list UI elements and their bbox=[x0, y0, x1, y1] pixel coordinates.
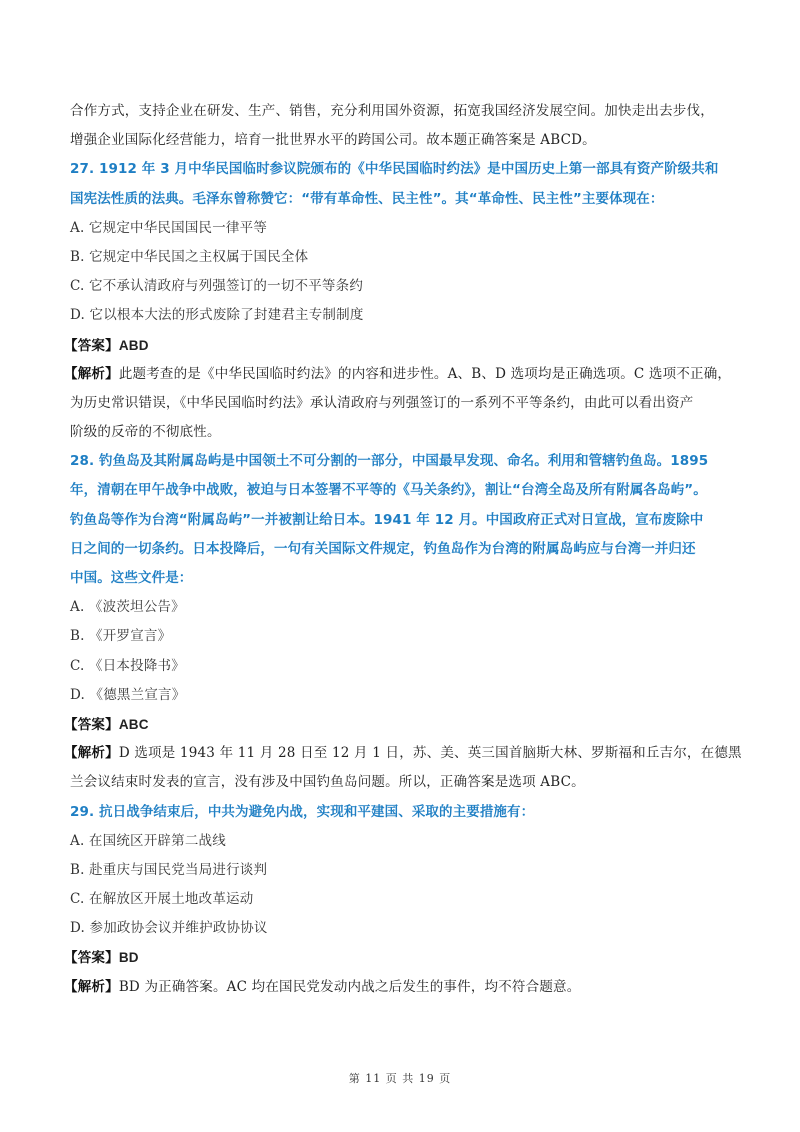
answer-label: 【答案】 bbox=[64, 337, 119, 354]
analysis-line bbox=[64, 739, 742, 768]
question-stem: 中国。这些文件是： bbox=[70, 570, 193, 586]
analysis-line bbox=[64, 360, 740, 389]
analysis-text: 为历史常识错误，《中华民国临时约法》承认清政府与列强签订的一系列不平等条约，由此可以看出资产 bbox=[70, 394, 694, 411]
option-d: D. 它以根本大法的形式废除了封建君主专制制度 bbox=[70, 307, 364, 324]
analysis-text: D 选项是 1943 年 11 月 28 日至 12 月 1 日，苏、美、英三国首脑斯大林、罗斯福和丘吉尔，在德黑 bbox=[118, 745, 742, 762]
question-stem: 29. 抗日战争结束后，中共为避免内战，实现和平建国、采取的主要措施有： bbox=[70, 803, 535, 820]
answer-label: 【答案】 bbox=[64, 716, 119, 733]
analysis-label: 【解析】 bbox=[64, 365, 119, 382]
question-stem: 日之间的一切条约。日本投降后，一句有关国际文件规定，钓鱼岛作为台湾的附属岛屿应与台湾一并归还 bbox=[70, 540, 696, 557]
option-a: A. 它规定中华民国国民一律平等 bbox=[70, 219, 268, 236]
analysis-label: 【解析】 bbox=[64, 745, 119, 762]
analysis-label: 【解析】 bbox=[64, 978, 119, 995]
question-28 bbox=[64, 447, 742, 797]
option-b: B. 它规定中华民国之主权属于国民全体 bbox=[70, 248, 309, 265]
question-stem: 27. 1912 年 3 月中华民国临时参议院颁布的《中华民国临时约法》是中国历史上第一部具有资产阶级共和 bbox=[70, 161, 719, 178]
option-d: D. 《德黑兰宣言》 bbox=[70, 686, 186, 703]
analysis-text: 兰会议结束时发表的宣言，没有涉及中国钓鱼岛问题。所以，正确答案是选项 ABC。 bbox=[70, 774, 585, 791]
question-stem: 年，清朝在甲午战争中战败，被迫与日本签署不平等的《马关条约》，割让“台湾全岛及所有附属各岛屿”。 bbox=[70, 482, 707, 499]
option-c: C. 在解放区开展土地改革运动 bbox=[70, 891, 254, 908]
question-stem: 28. 钓鱼岛及其附属岛屿是中国领土不可分割的一部分，中国最早发现、命名。利用和管辖钓鱼岛。1895 bbox=[70, 453, 709, 470]
text-line: 增强企业国际化经营能力，培育一批世界水平的跨国公司。故本题正确答案是 ABCD。 bbox=[70, 132, 596, 149]
option-b: B. 《开罗宣言》 bbox=[70, 628, 172, 645]
page-content bbox=[64, 97, 742, 1002]
answer-value: ABD bbox=[118, 337, 149, 353]
option-a: A. 《波茨坦公告》 bbox=[70, 599, 185, 616]
previous-analysis-continuation bbox=[70, 97, 740, 155]
analysis-text: BD 为正确答案。AC 均在国民党发动内战之后发生的事件，均不符合题意。 bbox=[118, 978, 581, 995]
question-29 bbox=[64, 798, 740, 1002]
question-stem: 钓鱼岛等作为台湾“附属岛屿”一并被割让给日本。1941 年 12 月。中国政府正式对日宣战，宣布废除中 bbox=[70, 511, 704, 528]
option-d: D. 参加政协会议并维护政协协议 bbox=[70, 920, 268, 937]
answer-line bbox=[64, 943, 740, 972]
page-number-footer: 第 11 页 共 19 页 bbox=[348, 1072, 452, 1085]
question-27 bbox=[64, 155, 740, 447]
option-a: A. 在国统区开辟第二战线 bbox=[70, 832, 226, 849]
answer-value: ABC bbox=[118, 716, 149, 732]
option-b: B. 赴重庆与国民党当局进行谈判 bbox=[70, 861, 268, 878]
answer-line bbox=[64, 710, 740, 739]
analysis-line bbox=[64, 973, 740, 1002]
text-line: 合作方式，支持企业在研发、生产、销售，充分利用国外资源，拓宽我国经济发展空间。加快走出去步伐， bbox=[70, 103, 714, 119]
option-c: C. 《日本投降书》 bbox=[70, 657, 185, 674]
analysis-text: 此题考查的是《中华民国临时约法》的内容和进步性。A、B、D 选项均是正确选项。C 选项不正确， bbox=[118, 365, 732, 382]
answer-value: BD bbox=[118, 950, 139, 966]
answer-line bbox=[64, 331, 740, 360]
question-stem: 国宪法性质的法典。毛泽东曾称赞它：“带有革命性、民主性”。其“革命性、民主性”主要体现在： bbox=[70, 190, 664, 207]
option-c: C. 它不承认清政府与列强签订的一切不平等条约 bbox=[70, 278, 364, 295]
answer-label: 【答案】 bbox=[64, 950, 119, 967]
analysis-text: 阶级的反帝的不彻底性。 bbox=[70, 424, 221, 441]
